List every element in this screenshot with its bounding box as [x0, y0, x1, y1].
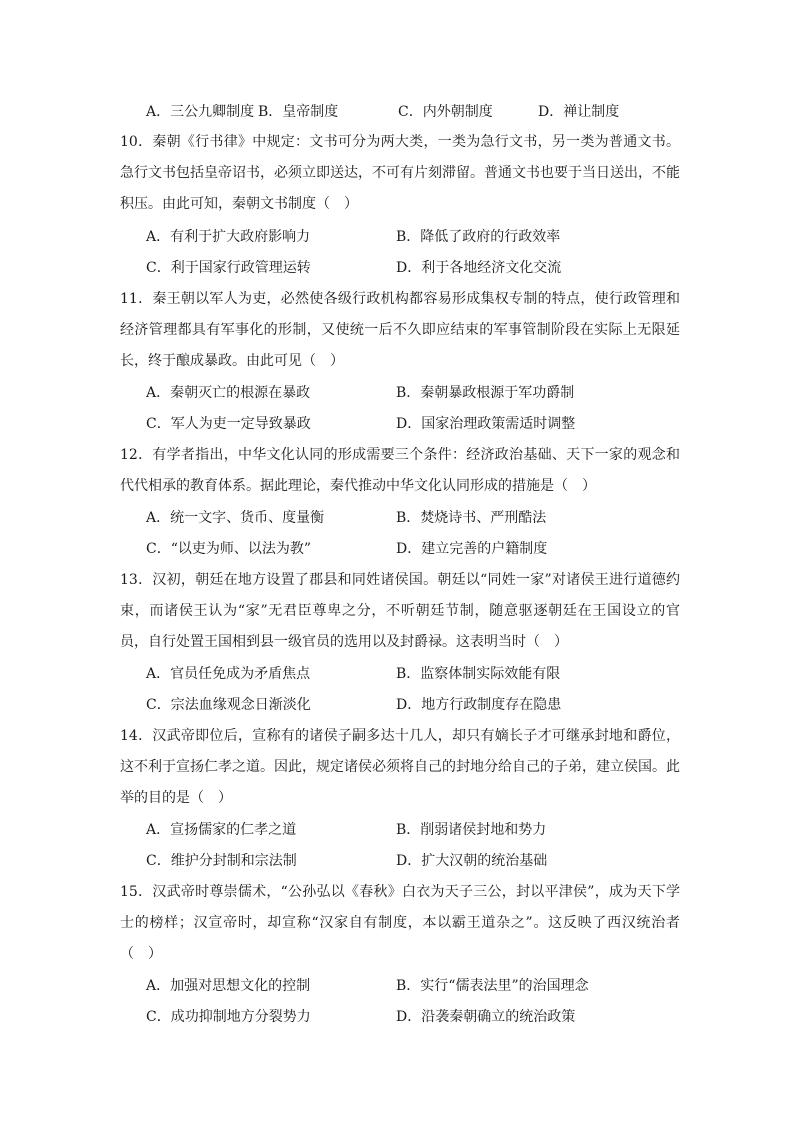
q11-option-b[interactable]: B．秦朝暴政根源于军功爵制 — [396, 385, 575, 401]
q12-stem: 12．有学者指出，中华文化认同的形成需要三个条件：经济政治基础、天下一家的观念和代代相承的教育体系。据此理论，秦代推动中华文化认同形成的措施是（ ） — [120, 447, 680, 494]
q14-option-d[interactable]: D．扩大汉朝的统治基础 — [396, 853, 548, 869]
q15-option-c[interactable]: C．成功抑制地方分裂势力 — [146, 1009, 311, 1025]
q10-options-row1 — [146, 222, 686, 253]
q12-options-row2 — [146, 534, 686, 565]
q13-options-row1 — [146, 659, 686, 690]
q10-stem: 10．秦朝《行书律》中规定：文书可分为两大类，一类为急行文书，另一类为普通文书。急行文书包括皇帝诏书，必须立即送达，不可有片刻滞留。普通文书也要于当日送出，不能积压。由此可知，秦朝文书制度（ ） — [120, 134, 680, 212]
q15-option-a[interactable]: A．加强对思想文化的控制 — [146, 978, 311, 994]
q13-options-row2 — [146, 690, 686, 721]
q11-stem: 11．秦王朝以军人为吏，必然使各级行政机构都容易形成集权专制的特点，使行政管理和经济管理都具有军事化的形制，又使统一后不久即应结束的军事管制阶段在实际上无限延长，终于酿成暴政。由此可见（ ） — [120, 291, 680, 369]
q15-options-row1 — [146, 971, 686, 1002]
q13-option-b[interactable]: B．监察体制实际效能有限 — [396, 666, 561, 682]
q9-option-b[interactable]: B．皇帝制度 — [258, 104, 339, 120]
q12-option-a[interactable]: A．统一文字、货币、度量衡 — [146, 510, 325, 526]
q10-option-a[interactable]: A．有利于扩大政府影响力 — [146, 229, 311, 245]
q15-options-row2 — [146, 1002, 686, 1033]
q12-option-c[interactable]: C．“以吏为师、以法为教” — [146, 541, 312, 557]
q15-stem: 15．汉武帝时尊崇儒术，“公孙弘以《春秋》白衣为天子三公，封以平津侯”，成为天下学士的榜样；汉宣帝时，却宣称“汉家自有制度，本以霸王道杂之”。这反映了西汉统治者（ ） — [120, 884, 680, 962]
q13-option-a[interactable]: A．官员任免成为矛盾焦点 — [146, 666, 311, 682]
q11-option-a[interactable]: A．秦朝灭亡的根源在暴政 — [146, 385, 311, 401]
q15-option-d[interactable]: D．沿袭秦朝确立的统治政策 — [396, 1009, 576, 1025]
q14-option-c[interactable]: C．维护分封制和宗法制 — [146, 853, 297, 869]
q11-options-row1 — [146, 378, 686, 409]
q9-option-c[interactable]: C．内外朝制度 — [398, 104, 493, 120]
q9-option-d[interactable]: D．禅让制度 — [538, 104, 620, 120]
q12-option-d[interactable]: D．建立完善的户籍制度 — [396, 541, 548, 557]
q11-option-c[interactable]: C．军人为吏一定导致暴政 — [146, 416, 311, 432]
q14-option-b[interactable]: B．削弱诸侯封地和势力 — [396, 822, 547, 838]
q14-stem: 14．汉武帝即位后，宣称有的诸侯子嗣多达十几人，却只有嫡长子才可继承封地和爵位，这不利于宣扬仁孝之道。因此，规定诸侯必须将自己的封地分给自己的子弟，建立侯国。此举的目的是（ ） — [120, 728, 680, 806]
q11-option-d[interactable]: D．国家治理政策需适时调整 — [396, 416, 576, 432]
q10-option-d[interactable]: D．利于各地经济文化交流 — [396, 260, 562, 276]
q13-stem: 13．汉初，朝廷在地方设置了郡县和同姓诸侯国。朝廷以“同姓一家”对诸侯王进行道德约束，而诸侯王认为“家”无君臣尊卑之分，不听朝廷节制，随意驱逐朝廷在王国设立的官员，自行处置王国相到县一级官员的选用以及封爵禄。这表明当时（ ） — [120, 572, 680, 650]
q11-options-row2 — [146, 409, 686, 440]
q9-options — [146, 97, 686, 128]
q15-option-b[interactable]: B．实行“儒表法里”的治国理念 — [396, 978, 589, 994]
q14-options-row1 — [146, 815, 686, 846]
q14-option-a[interactable]: A．宣扬儒家的仁孝之道 — [146, 822, 297, 838]
q10-option-b[interactable]: B．降低了政府的行政效率 — [396, 229, 561, 245]
q14-options-row2 — [146, 846, 686, 877]
q10-options-row2 — [146, 253, 686, 284]
q13-option-c[interactable]: C．宗法血缘观念日渐淡化 — [146, 697, 311, 713]
q12-options-row1 — [146, 503, 686, 534]
q10-option-c[interactable]: C．利于国家行政管理运转 — [146, 260, 311, 276]
q9-option-a[interactable]: A．三公九卿制度 — [146, 104, 255, 120]
q13-option-d[interactable]: D．地方行政制度存在隐患 — [396, 697, 562, 713]
q12-option-b[interactable]: B．焚烧诗书、严刑酷法 — [396, 510, 547, 526]
